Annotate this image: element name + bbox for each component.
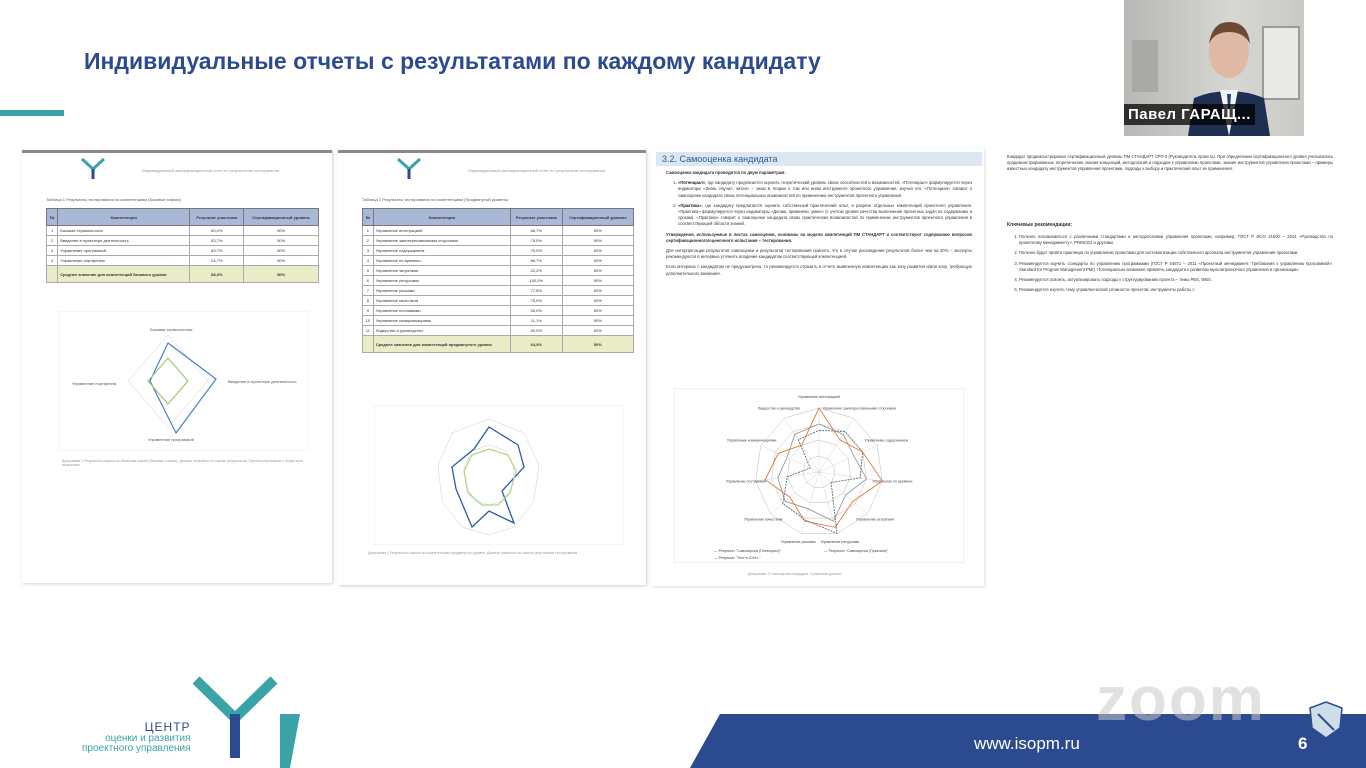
table-cell: 50% bbox=[562, 226, 633, 236]
table-cell: Управление коммуникациями bbox=[373, 316, 510, 326]
table-cell: 50% bbox=[244, 256, 319, 266]
table-cell: Управление затратами bbox=[373, 266, 510, 276]
table-row bbox=[363, 266, 634, 276]
table-row bbox=[363, 306, 634, 316]
report-page-3 bbox=[652, 148, 984, 586]
report-logo-icon bbox=[396, 157, 422, 179]
recommendation-item: 3. Рекомендуется изучить стандарты по управлению программами (ГОСТ Р 54871 – 2011 «Проектный менеджмент. Требования к управлению программой», Standard for Program Management PMI). Потенциально возможно привлечь кандидата к развитию мультипроектного управления в организации. bbox=[1019, 261, 1333, 273]
zoom-watermark: zoom bbox=[1096, 665, 1266, 734]
table-cell: Управление портфелем bbox=[58, 256, 190, 266]
table-row bbox=[363, 316, 634, 326]
figure-caption: Диаграмма 3 Самооценка кандидата. Сравнение данных bbox=[748, 572, 842, 576]
table-cell: 60,0% bbox=[190, 226, 244, 236]
table-cell: 50% bbox=[562, 276, 633, 286]
table-cell: Управление поставками bbox=[373, 306, 510, 316]
table-row bbox=[363, 246, 634, 256]
brand-text bbox=[82, 720, 287, 754]
page-number: 6 bbox=[1298, 734, 1308, 753]
title-accent-bar bbox=[0, 110, 64, 116]
recommendations-list bbox=[1007, 234, 1333, 293]
legend-entry: — Результат "Самооценка (Потенциал)" bbox=[714, 549, 781, 553]
figure-caption: Диаграмма 1 Результаты оценки по областям знаний (базовые знания). Данные отмечены по оценке результатов. Оценка результатов с открытыми вопросами bbox=[62, 459, 303, 467]
table-cell: 50% bbox=[562, 306, 633, 316]
column-header: Компетенция bbox=[58, 209, 190, 226]
table-cell: 1 bbox=[363, 226, 374, 236]
radar-axis-label: Управление качеством bbox=[743, 517, 783, 522]
paragraph: Если интервью с кандидатом не предусмотрено, то рекомендуется отразить в отчете выявленную компетенцию как зону развития и/или зону, требующую дополнительного внимания. bbox=[666, 264, 972, 276]
radar-axis-label: Управление по времени bbox=[872, 479, 913, 484]
table-cell: Управление содержанием bbox=[373, 246, 510, 256]
table-cell: 5 bbox=[363, 266, 374, 276]
table-cell: 68,3% bbox=[190, 266, 244, 283]
column-header: № bbox=[47, 209, 58, 226]
table-cell: 22,2% bbox=[510, 266, 562, 276]
table-cell: 2 bbox=[363, 236, 374, 246]
paragraph: , где кандидату предлагается оценить собственный практический опыт, в разрезе отдельных компетенций проектного управления. «Практика» формулируется через индикаторы «Делаю, применяю, умею» (с учетом уровня качества выполнения проектных задач по содержанию и срокам). «Практика» говорит о самооценке кандидата своих практических возможностей по применению инструментов проектного управления в соответствующей области знаний. bbox=[678, 202, 972, 227]
table-cell: Лидерство и руководство bbox=[373, 326, 510, 336]
table-row bbox=[363, 296, 634, 306]
table-cell: 4 bbox=[47, 256, 58, 266]
table-cell: 66,7% bbox=[510, 226, 562, 236]
brand-line-1: ЦЕНТР bbox=[144, 720, 191, 734]
table-cell: 9 bbox=[363, 306, 374, 316]
report-page-1 bbox=[22, 150, 332, 583]
table-cell: Управление программой bbox=[58, 246, 190, 256]
results-table bbox=[362, 208, 634, 353]
paragraph: Для интерпретации результатов самооценки и результатов тестирования принято, что в случае расхождения результатов более чем на 40% – эксперты рекомендуются в интервью уточнить владение кандидатом соответствующей компетенцией. bbox=[666, 248, 972, 260]
table-cell: 75,0% bbox=[510, 236, 562, 246]
table-cell: 50% bbox=[562, 256, 633, 266]
term: «Практика» bbox=[678, 202, 702, 208]
recommendation-item: 4. Рекомендуется освоить, актуализировать подходы к структурированию проекта – темы PBS, WBS. bbox=[1019, 277, 1333, 283]
table-cell: 77,8% bbox=[510, 286, 562, 296]
table-cell: 50% bbox=[562, 286, 633, 296]
radar-axis-label: Лидерство и руководство bbox=[757, 406, 801, 411]
axis-label: Базовая терминология bbox=[150, 327, 193, 332]
table-cell: 50% bbox=[244, 236, 319, 246]
radar-axis-label: Управление ресурсами bbox=[820, 540, 860, 545]
table-cell: Управление ресурсами bbox=[373, 276, 510, 286]
column-header: Сертификационный уровень bbox=[562, 209, 633, 226]
radar-axis-label: Управление содержанием bbox=[864, 438, 909, 443]
table-cell: 3 bbox=[363, 246, 374, 256]
paragraph: , где кандидату предлагается оценить теоретический уровень своих способностей и возможностей. «Потенциал» формулируется через индикаторы «Знаю, изучал, читал» – знаю в теории о том или ином инструменте проектного управления, изучал его. «Потенциал» говорит о самооценке кандидата своих потенциальных возможностей по применению инструментов проектного управления. bbox=[678, 180, 972, 198]
self-assessment-radar-chart bbox=[674, 388, 964, 563]
brand-line-2: оценки и развития bbox=[105, 733, 191, 744]
radar-axis-label: Управление интеграцией bbox=[798, 395, 840, 399]
radar-axis-label: Управление затратами bbox=[855, 517, 895, 522]
report-header: Индивидуальный квалификационный отчет по результатам тестирования bbox=[468, 168, 605, 173]
table-row bbox=[363, 326, 634, 336]
section-title: 3.2. Самооценка кандидата bbox=[656, 152, 982, 166]
shield-logo-icon bbox=[1308, 700, 1344, 740]
table-cell: Введение в проектную деятельность bbox=[58, 236, 190, 246]
report-logo-icon bbox=[80, 157, 106, 179]
table-row bbox=[363, 226, 634, 236]
table-cell: 11,1% bbox=[510, 316, 562, 326]
radar-axis-label: Управление коммуникациями bbox=[726, 438, 777, 443]
table-cell: 6 bbox=[363, 276, 374, 286]
table-cell: 4 bbox=[363, 256, 374, 266]
table-cell: 50% bbox=[562, 336, 633, 353]
table-row bbox=[47, 246, 319, 256]
table-row bbox=[363, 256, 634, 266]
table-cell: 11 bbox=[363, 326, 374, 336]
legend-entry: — Результат "Тест в 2018 г." bbox=[714, 556, 761, 560]
radar-axis-label: Управление поставками bbox=[725, 479, 766, 484]
table-cell: 3 bbox=[47, 246, 58, 256]
axis-label: Управление портфелем bbox=[72, 381, 117, 386]
recommendation-item: 5. Рекомендуется изучить тему управленческой сложности проектов, инструменты работы с bbox=[1019, 287, 1333, 293]
table-cell: 8 bbox=[363, 296, 374, 306]
table-cell: 50% bbox=[562, 326, 633, 336]
column-header: Результат участника bbox=[510, 209, 562, 226]
table-row bbox=[47, 256, 319, 266]
table-cell: 50% bbox=[562, 316, 633, 326]
report-page-4 bbox=[1003, 148, 1336, 378]
table-cell: Базовая терминология bbox=[58, 226, 190, 236]
table-cell: 50% bbox=[244, 246, 319, 256]
column-header: Результат участника bbox=[190, 209, 244, 226]
table-cell: Управление интеграцией bbox=[373, 226, 510, 236]
radar-chart-basic bbox=[58, 311, 308, 451]
table-cell: 50% bbox=[244, 266, 319, 283]
legend-entry: — Результат "Самооценка (Практика)" bbox=[824, 549, 889, 553]
table-row bbox=[47, 226, 319, 236]
section-intro: Самооценка кандидата проводится по двум параметрам: bbox=[666, 170, 786, 175]
table-cell: Управление по времени bbox=[373, 256, 510, 266]
table-cell: 50% bbox=[562, 266, 633, 276]
report-page-2 bbox=[338, 150, 646, 585]
recommendations-heading: Ключевые рекомендации: bbox=[1007, 222, 1073, 228]
participant-video[interactable] bbox=[1124, 0, 1304, 136]
table-row bbox=[47, 236, 319, 246]
table-cell: Управление качеством bbox=[373, 296, 510, 306]
recommendation-item: 1. Полезно познакомиться с различными стандартами и методологиями управления проектами, например, ГОСТ Р ИСО 21500 – 2014 «Руководство по проектному менеджменту», PRINCE2 и другими. bbox=[1019, 234, 1333, 246]
table-cell: 50% bbox=[562, 296, 633, 306]
summary-row bbox=[363, 336, 634, 353]
table-cell: 1 bbox=[47, 226, 58, 236]
summary-paragraph: Кандидат продемонстрировал сертификационный уровень ПМ СТАНДАРТ СРП-3 (Руководитель проекта). При определении сертификационного уровня учитывались продемонстрированные теоретические знания концепций, методологий и подходов к управлению проектами, знание инструментов управления проектами – примеры известных кандидату инструментов управления проектами, подходы к выбору и практический опыт их применения. bbox=[1007, 154, 1333, 172]
table-cell: 66,7% bbox=[510, 256, 562, 266]
table-row bbox=[363, 286, 634, 296]
table-cell: Управление рисками bbox=[373, 286, 510, 296]
summary-row bbox=[47, 266, 319, 283]
participant-name: Павел ГАРАЩ... bbox=[1124, 104, 1255, 125]
table-row bbox=[363, 236, 634, 246]
table-cell: 2 bbox=[47, 236, 58, 246]
table-cell: Среднее значение для компетенций базового уровня bbox=[58, 266, 190, 283]
radar-chart-advanced bbox=[374, 405, 624, 545]
slide-title: Индивидуальные отчеты с результатами по каждому кандидату bbox=[84, 48, 821, 74]
axis-label: Управление программой bbox=[148, 437, 194, 442]
paragraph: Утверждения, используемые в листах самооценки, основаны на модели компетенций ПМ СТАНДАРТ и соответствуют содержанию вопросов сертификационного/оценочного испытания – тестирования. bbox=[666, 231, 972, 243]
table-cell: 7 bbox=[363, 286, 374, 296]
table-caption: Таблица 1 Результаты тестирования по компетенциям (Базовые знания) bbox=[46, 197, 181, 202]
table-cell: 50,0% bbox=[510, 306, 562, 316]
table-cell: 83,7% bbox=[190, 246, 244, 256]
report-header: Индивидуальный квалификационный отчет по результатам тестирования bbox=[142, 168, 279, 173]
table-cell: 64,3% bbox=[510, 336, 562, 353]
radar-axis-label: Управление заинтересованными сторонами bbox=[822, 406, 896, 411]
table-cell: 24,7% bbox=[190, 256, 244, 266]
brand-line-3: проектного управления bbox=[82, 743, 191, 754]
table-cell: 50% bbox=[562, 246, 633, 256]
website-url[interactable]: www.isopm.ru bbox=[974, 734, 1080, 753]
table-caption: Таблица 2 Результаты тестирования по компетенциям (Продвинутый уровень) bbox=[362, 197, 509, 202]
table-cell: 75,0% bbox=[510, 246, 562, 256]
axis-label: Введение в проектную деятельность bbox=[228, 379, 297, 384]
radar-axis-label: Управление рисками bbox=[780, 540, 816, 545]
column-header: № bbox=[363, 209, 374, 226]
results-table bbox=[46, 208, 319, 283]
table-cell: 83,7% bbox=[190, 236, 244, 246]
table-cell: 10 bbox=[363, 316, 374, 326]
table-row bbox=[363, 276, 634, 286]
table-cell: 75,0% bbox=[510, 296, 562, 306]
table-cell: Управление заинтересованными сторонами bbox=[373, 236, 510, 246]
table-cell: 50% bbox=[562, 236, 633, 246]
table-cell: 100,0% bbox=[510, 276, 562, 286]
table-cell: Среднее значение для компетенций продвинутого уровня bbox=[373, 336, 510, 353]
table-cell: 50% bbox=[244, 226, 319, 236]
column-header: Сертификационный уровень bbox=[244, 209, 319, 226]
term: «Потенциал» bbox=[678, 180, 706, 186]
figure-caption: Диаграмма 2 Результаты оценки по компетенциям продвинутого уровня. Данные отмечены по оценке результатов тестирования bbox=[368, 551, 578, 555]
column-header: Компетенция bbox=[373, 209, 510, 226]
table-cell: 60,0% bbox=[510, 326, 562, 336]
recommendation-item: 2. Полезно будет пройти практикум по управлению проектами для систематизации собственного арсенала инструментов управления проектами. bbox=[1019, 250, 1333, 256]
